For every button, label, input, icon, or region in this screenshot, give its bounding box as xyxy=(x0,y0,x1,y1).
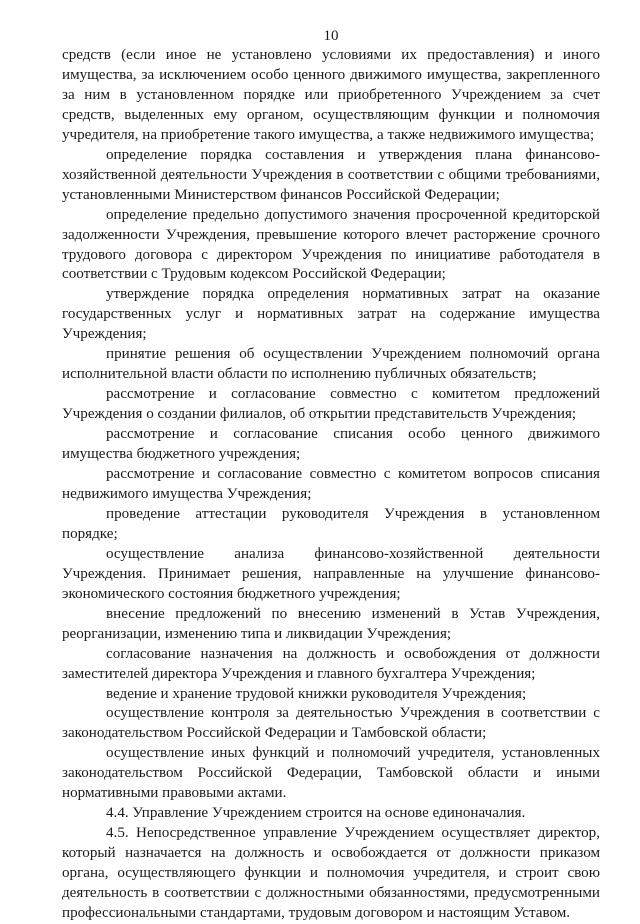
paragraph: осуществление контроля за деятельностью Учреждения в соответствии с законодательством Российской Федерации и Тамбовской области; xyxy=(62,705,600,742)
paragraph: ведение и хранение трудовой книжки руководителя Учреждения; xyxy=(106,685,527,702)
paragraph: средств (если иное не установлено условиями их предоставления) и иного имущества, за исключением особо ценного движимого имущества, закрепленного за ним в установленном порядке или приобретенного Учреждением за счет средств, выделенных ему органом, осуществляющим функции и полномочия учредителя, на приобретение такого имущества, а также недвижимого имущества; xyxy=(62,47,600,143)
paragraph: рассмотрение и согласование совместно с комитетом предложений Учреждения о создании филиалов, об открытии представительств Учреждения; xyxy=(62,386,600,423)
paragraph: рассмотрение и согласование совместно с комитетом вопросов списания недвижимого имущества Учреждения; xyxy=(62,466,600,502)
paragraph: утверждение порядка определения нормативных затрат на оказание государственных услуг и нормативных затрат на содержание имущества Учреждения; xyxy=(62,286,600,343)
paragraph: внесение предложений по внесению изменений в Устав Учреждения, реорганизации, изменению типа и ликвидации Учреждения; xyxy=(62,605,600,642)
paragraph: 4.4. Управление Учреждением строится на основе единоначалия. xyxy=(106,805,526,822)
document-body xyxy=(62,46,600,924)
paragraph: рассмотрение и согласование списания особо ценного движимого имущества бюджетного учреждения; xyxy=(62,426,600,463)
paragraph: согласование назначения на должность и освобождения от должности заместителей директора Учреждения и главного бухгалтера Учреждения; xyxy=(62,645,600,682)
paragraph: 4.5. Непосредственное управление Учреждением осуществляет директор, который назначается на должность и освобождается от должности приказом органа, осуществляющего функции и полномочия учредителя, и строит свою деятельность в соответствии с должностными обязанностями, предусмотренными профессиональными стандартами, трудовым договором и настоящим Уставом. xyxy=(62,825,600,921)
paragraph: осуществление анализа финансово-хозяйственной деятельности Учреждения. Принимает решения, направленные на улучшение финансово-экономического состояния бюджетного учреждения; xyxy=(62,545,600,602)
paragraph: определение порядка составления и утверждения плана финансово-хозяйственной деятельности Учреждения в соответствии с общими требованиями, установленными Министерством финансов Российской Федерации; xyxy=(62,146,600,203)
paragraph: осуществление иных функций и полномочий учредителя, установленных законодательством Российской Федерации, Тамбовской области и иными нормативными правовыми актами. xyxy=(62,745,600,802)
paragraph: проведение аттестации руководителя Учреждения в установленном порядке; xyxy=(62,505,600,542)
paragraph: принятие решения об осуществлении Учреждением полномочий органа исполнительной власти области по исполнению публичных обязательств; xyxy=(62,346,600,383)
page-number: 10 xyxy=(323,28,339,44)
paragraph: определение предельно допустимого значения просроченной кредиторской задолженности Учреждения, превышение которого влечет расторжение срочного трудового договора с директором Учреждения по инициативе работодателя в соответствии с Трудовым кодексом Российской Федерации; xyxy=(62,206,600,283)
